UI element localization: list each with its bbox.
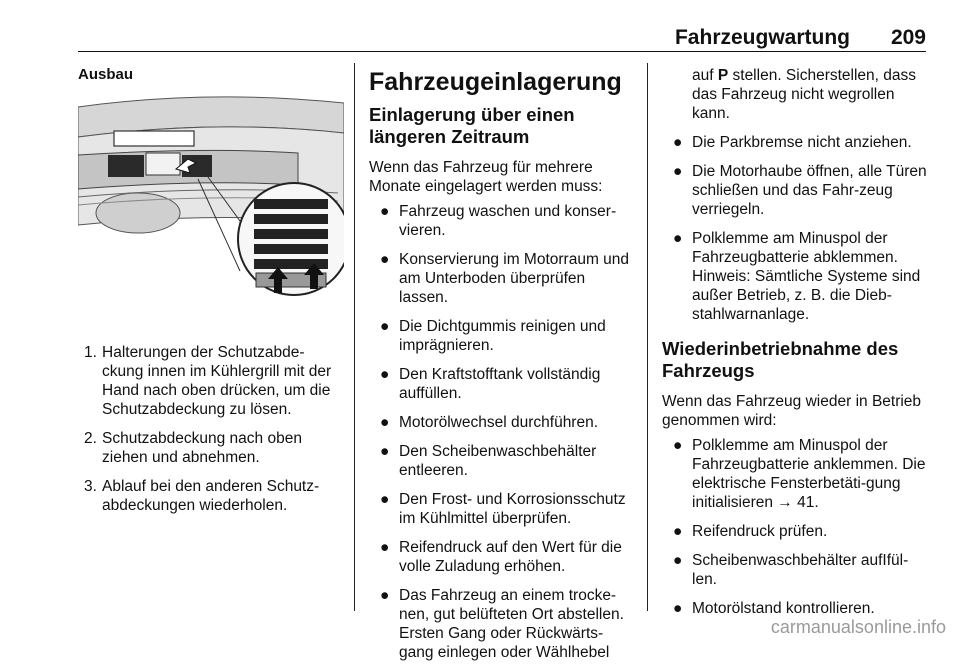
list-item: ● Konservierung im Motorraum und am Unterboden überprüfen lassen.	[380, 251, 630, 306]
list-item: ● Motorölstand kontrollieren.	[673, 600, 875, 617]
column-1	[78, 66, 344, 525]
list-item: ● Die Parkbremse nicht anziehen.	[673, 134, 912, 151]
column-3	[662, 66, 932, 628]
header-title: Fahrzeugwartung	[674, 26, 850, 49]
removal-steps	[78, 343, 344, 515]
list-item: ● Reifendruck prüfen.	[673, 523, 828, 540]
storage-bullets-continued	[662, 133, 932, 324]
list-item: ● Fahrzeug waschen und konser-vieren.	[380, 203, 617, 239]
list-item: ● Die Dichtgummis reinigen und imprägnieren.	[380, 318, 606, 354]
column-2	[369, 66, 635, 672]
list-item: 2. Schutzabdeckung nach oben ziehen und abnehmen.	[84, 430, 302, 466]
header-rule	[78, 51, 926, 52]
intro-text: Wenn das Fahrzeug wieder in Betrieb genommen wird:	[662, 393, 922, 429]
column-divider-1	[354, 63, 355, 611]
list-item: ● Die Motorhaube öffnen, alle Türen schließen und das Fahr-zeug verriegeln.	[673, 163, 927, 218]
column-divider-2	[647, 63, 648, 611]
subsection-title: Einlagerung über einen längeren Zeitraum	[369, 104, 575, 147]
list-item: ● Scheibenwaschbehälter aufIfül-len.	[673, 552, 909, 588]
page-number: 209	[890, 26, 926, 49]
list-item: 1. Halterungen der Schutzabde-ckung innen im Kühlergrill mit der Hand nach oben drücken, um die Schutzabdeckung zu lösen.	[84, 344, 332, 418]
list-item: ● Den Scheibenwaschbehälter entleeren.	[380, 443, 597, 479]
watermark: carmanualsonline.info	[770, 617, 946, 637]
list-item: ● Den Kraftstofftank vollständig auffüllen.	[380, 366, 601, 402]
intro-text: Wenn das Fahrzeug für mehrere Monate eingelagert werden muss:	[369, 159, 603, 195]
section-title: Fahrzeugeinlagerung	[369, 68, 622, 96]
list-item: ● Polklemme am Minuspol der Fahrzeugbatterie abklemmen. Hinweis: Sämtliche Systeme sind außer Betrieb, z. B. die Dieb-stahlwarnanlage.	[673, 230, 921, 323]
list-item: ● Das Fahrzeug an einem trocke-nen, gut belüfteten Ort abstellen. Ersten Gang oder Rückwärts-gang einlegen oder Wählhebel	[380, 587, 624, 661]
recommission-bullets	[662, 436, 932, 618]
front-grille-illustration	[78, 93, 344, 305]
storage-bullets	[369, 202, 635, 662]
subsection-title: Wiederinbetriebnahme des Fahrzeugs	[662, 338, 899, 381]
page-header	[78, 26, 926, 52]
list-item: ● Polklemme am Minuspol der Fahrzeugbatterie anklemmen. Die elektrische Fensterbetäti-gung initialisieren → 41.	[673, 437, 926, 511]
list-item: ● Reifendruck auf den Wert für die volle Zuladung erhöhen.	[380, 539, 622, 575]
list-item: ● Motorölwechsel durchführen.	[380, 414, 599, 431]
continued-text: auf P stellen. Sicherstellen, dass das Fahrzeug nicht wegrollen kann.	[692, 67, 917, 122]
list-item: ● Den Frost- und Korrosionsschutz im Kühlmittel überprüfen.	[380, 491, 626, 527]
list-item: 3. Ablauf bei den anderen Schutz-abdeckungen wiederholen.	[84, 478, 320, 514]
section-label: Ausbau	[78, 66, 134, 83]
